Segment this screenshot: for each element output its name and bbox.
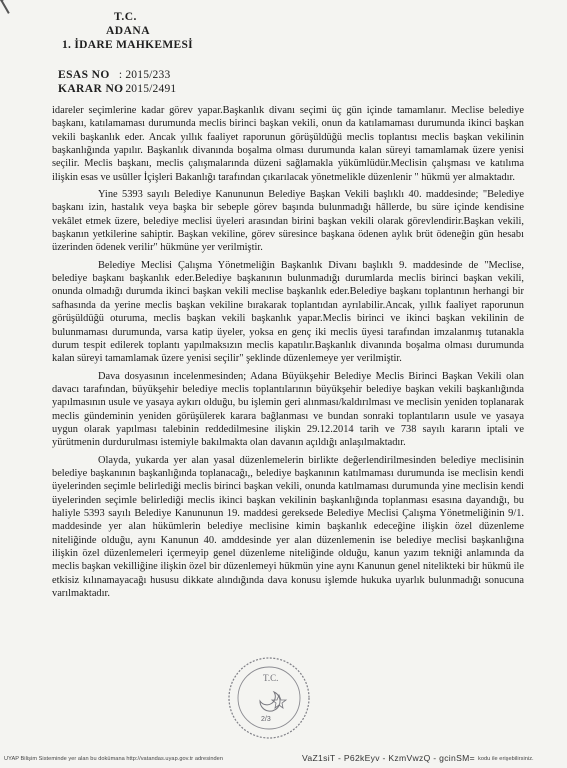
paragraph: Yine 5393 sayılı Belediye Kanununun Belediye Başkan Vekili başlıklı 40. maddesinde; "Belediye başkanı izin, hastalık veya başka bir sebeple görev başında bulunmadığı hâllerde, bu süre içinde kendisine vekâlet etmek üzere, belediye meclisi üyeleri arasından birini başkan vekili olarak görevlendirir.Başkan vekili, başkanın yetkilerine sahiptir. Başkan vekiline, görev süresince başkana ödenen aylık brüt ödeneğin gün hesabı üzerinden ödenek verilir" hükmüne yer verilmiştir. <box>52 189 524 254</box>
court-seal-stamp <box>226 655 312 741</box>
footer-text-left: UYAP Bilişim Sisteminde yer alan bu dokümana http://vatandas.uyap.gov.tr adresinden <box>4 756 224 762</box>
decision-body <box>52 104 524 604</box>
karar-label: KARAR NO <box>58 83 124 95</box>
karar-value: : 2015/2491 <box>118 83 177 95</box>
paragraph: Belediye Meclisi Çalışma Yönetmeliğin Başkanlık Divanı başlıklı 9. maddesinde de "Meclise, belediye başkanı başkanlık eder.Belediye başkanının bulunmadığı durumlarda meclis birinci başkan vekili, onunda olmadığı durumda ikinci başkan vekili meclise başkanlık eder.Belediye başkanı toplantının herhangi bir safhasında da yerine meclis başkan vekiline bırakarak toplantıdan ayrılabilir.Ancak, yıllık faaliyet raporunun görüşüldüğü oturuma, meclis başkan vekili başkanlık yapar.Meclis birinci ve ikinci başkan vekilinin de bulunmaması durumunda, varsa katip üyeler, yoksa en genç iki meclis üyesi tarafından imzalanmış tutanakla durum tespit edilerek toplantı yapılmaksızın meclis kapatılır.Başkanlık divanında boşalma olması durumunda kalan süreyi tamamlamak üzere yenisi seçilir" şeklinde düzenlemeye yer verilmiştir. <box>52 259 524 365</box>
uyap-footer <box>0 752 567 766</box>
paragraph: Dava dosyasının incelenmesinden; Adana Büyükşehir Belediye Meclis Birinci Başkan Vekili olan davacı tarafından, büyükşehir belediye meclis toplantılarının büyükşehir belediye başkan vekili başkanlığında yapılmasının usule ve yasaya aykırı olduğu, bu işlemin geri alınması/kaldırılması ve meclisin yeniden toplanarak meclis gündeminin yeniden görüşülerek karara bağlanması ve bundan sonraki toplantıların usule ve yasaya uygun olarak yapılması talebinin reddedilmesine ilişkin 29.12.2014 tarih ve 738 sayılı kararın iptali ve yürütmenin durdurulması istemiyle bakılmakta olan davanın açıldığı anlaşılmaktadır. <box>52 370 524 449</box>
paragraph: idareler seçimlerine kadar görev yapar.Başkanlık divanı seçimi üç gün içinde tamamlanır. Meclise belediye başkanı, katılamaması durumunda meclis birinci başkan vekili, onun da katılamaması durumunda ikinci başkan vekili başkanlık eder. Ancak yıllık faaliyet raporunun görüşüldüğü meclis toplantısı meclis başkan vekilinin başkanlığında yapılır. Başkanlık divanında boşalma olması durumunda kalan süreyi tamamlamak üzere yenisi seçilir. Meclis başkanı, meclis çalışmalarında düzeni sağlamakla yükümlüdür.Meclisin çalışması ve katılıma ilişkin esas ve usûller İçişleri Bakanlığı tarafından çıkarılacak yönetmelikle düzenlenir " hükmü yer almaktadır. <box>52 105 524 183</box>
verification-code: VaZ1siT - P62kEyv - KzmVwzQ - gcinSM= <box>302 753 475 763</box>
seal-text: T.C. <box>263 673 279 683</box>
header-republic: T.C. <box>114 11 137 23</box>
header-court-name: 1. İDARE MAHKEMESİ <box>62 39 193 51</box>
esas-label: ESAS NO <box>58 69 110 81</box>
page-number: 2/3 <box>261 716 271 723</box>
scan-corner-mark <box>0 0 24 14</box>
footer-text-right: kodu ile erişebilirsiniz. <box>478 756 534 762</box>
esas-value: : 2015/233 <box>118 69 171 81</box>
seal-icon <box>226 655 312 741</box>
case-reference <box>58 68 176 96</box>
paragraph: Olayda, yukarda yer alan yasal düzenlemelerin birlikte değerlendirilmesinden belediye meclisinin belediye başkanının başkanlığında toplanacağı,, belediye başkanının katılmaması durumunda ise meclisin kendi üyelerinden seçimle belirlediği meclis birinci başkan vekili, onunda katılmaması durumunda yine meclisin kendi üyelerinden seçimle belirlediği meclis ikinci başkan vekilinin başkanlığında toplanması esasına dayandığı, bu haliyle 5393 sayılı Belediye Kanununun 19. maddesi gereksede Belediye Meclisi Çalışma Yönetmeliğinin 9/1. maddesinde yer alan hükümlerin belediye meclisine kimin başkanlık edeceğine ilişkin özel düzenleme niteliğinde olduğu, aynı Kanunun 40. amddesinde yer alan düzenlemenin ise belediye meclisi başkanlığına ilişkin özel düzenlemeleri içermeyip genel düzenleme niteliğinde olduğu, kanun yazım tekniği anlamında da meclis başkan vekilliğine ilişkin özel bir düzenlemeyi hükmün yine aynı Kanunun genel nitelikteki bir hükmü ile etkisiz kılınamayacağı hususu dikkate alındığında dava konusu işlemde hukuka uyarlık bulunmadığı sonucuna varılmaktadır. <box>52 454 524 600</box>
court-header <box>60 10 260 52</box>
header-city: ADANA <box>106 25 151 37</box>
